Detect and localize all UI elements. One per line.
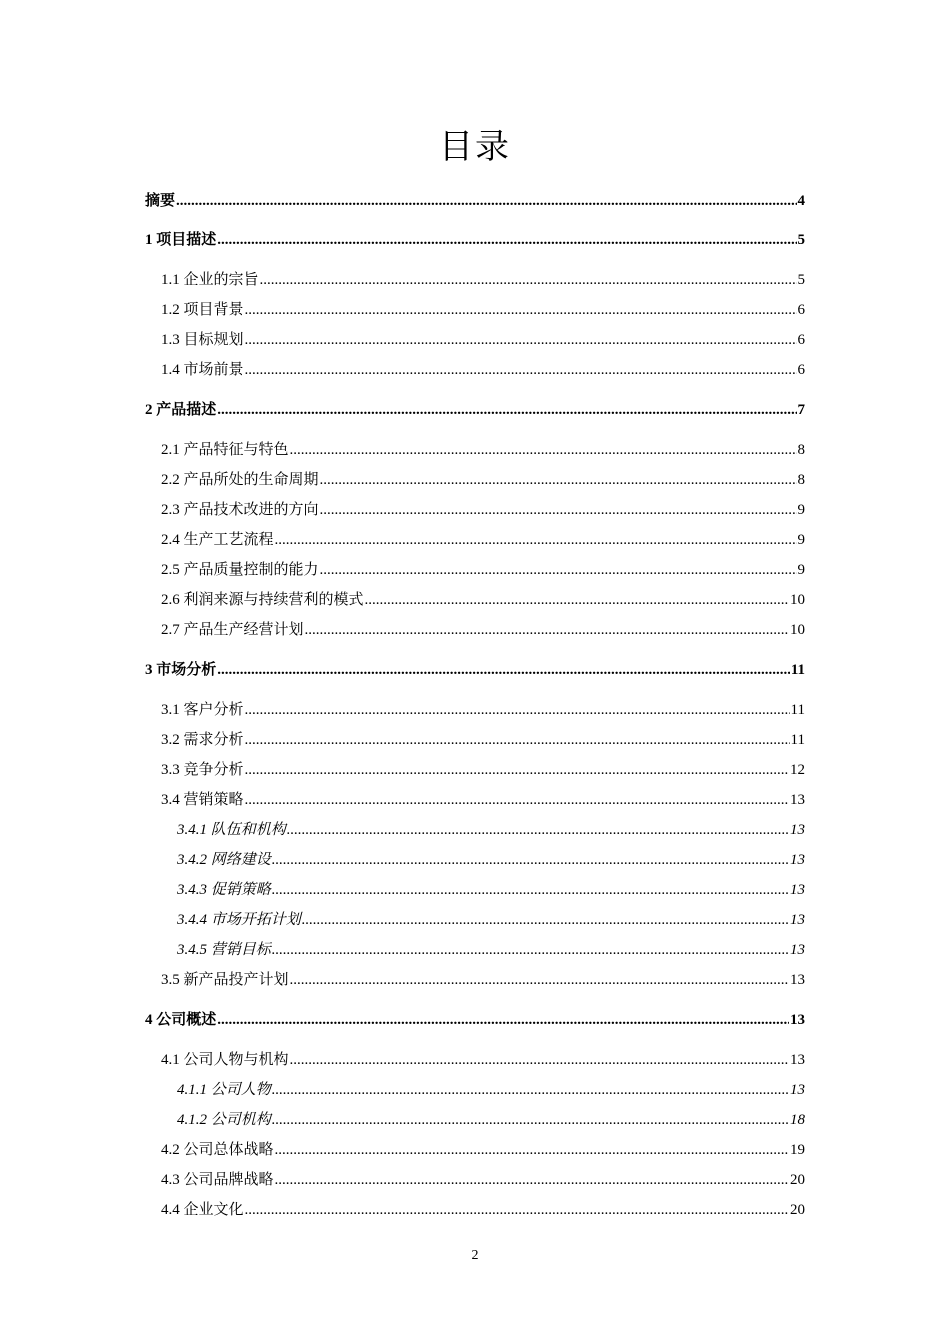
toc-dot-leader — [245, 789, 789, 811]
toc-entry-page: 13 — [790, 912, 805, 928]
toc-entry-label: 4.1.1 公司人物 — [177, 1082, 271, 1098]
toc-entry[interactable] — [161, 439, 805, 461]
toc-entry-page: 9 — [797, 502, 805, 518]
page-number: 2 — [471, 1248, 479, 1263]
toc-dot-leader — [302, 909, 789, 931]
toc-dot-leader — [245, 329, 797, 351]
toc-entry-label: 4.1 公司人物与机构 — [161, 1052, 289, 1068]
toc-entry[interactable] — [145, 1009, 805, 1031]
toc-dot-leader — [287, 819, 789, 841]
toc-entry-page: 13 — [790, 1052, 805, 1068]
toc-entry-label: 3.4.1 队伍和机构 — [177, 822, 286, 838]
toc-dot-leader — [305, 619, 789, 641]
toc-entry-page: 13 — [790, 852, 805, 868]
toc-dot-leader — [245, 359, 797, 381]
toc-dot-leader — [290, 439, 797, 461]
toc-dot-leader — [365, 589, 789, 611]
toc-dot-leader — [217, 1009, 789, 1031]
toc-entry-page: 6 — [797, 362, 805, 378]
toc-entry[interactable] — [161, 269, 805, 291]
toc-entry[interactable] — [161, 1049, 805, 1071]
toc-entry[interactable] — [161, 1169, 805, 1191]
toc-entry-label: 2.4 生产工艺流程 — [161, 532, 274, 548]
toc-entry-label: 2.3 产品技术改进的方向 — [161, 502, 319, 518]
toc-entry-page: 9 — [797, 532, 805, 548]
toc-entry-page: 13 — [790, 882, 805, 898]
toc-entry-page: 20 — [790, 1172, 805, 1188]
toc-entry[interactable] — [145, 399, 805, 421]
toc-entry[interactable] — [177, 1109, 805, 1131]
toc-dot-leader — [290, 969, 789, 991]
toc-dot-leader — [275, 1169, 789, 1191]
toc-entry-page: 10 — [790, 592, 805, 608]
toc-entry-page: 13 — [790, 942, 805, 958]
toc-entry[interactable] — [145, 229, 805, 251]
toc-entry-page: 18 — [790, 1112, 805, 1128]
toc-entry[interactable] — [161, 789, 805, 811]
toc-entry[interactable] — [161, 1139, 805, 1161]
toc-entry[interactable] — [177, 1079, 805, 1101]
toc-entry[interactable] — [177, 849, 805, 871]
toc-entry-page: 12 — [790, 762, 805, 778]
toc-entry-label: 3.3 竞争分析 — [161, 762, 244, 778]
toc-entry-label: 1.1 企业的宗旨 — [161, 272, 259, 288]
toc-dot-leader — [272, 879, 789, 901]
toc-entry[interactable] — [161, 529, 805, 551]
toc-dot-leader — [245, 759, 789, 781]
toc-dot-leader — [217, 229, 796, 251]
toc-entry[interactable] — [161, 699, 805, 721]
toc-entry-label: 3.4.2 网络建设 — [177, 852, 271, 868]
toc-entry[interactable] — [177, 909, 805, 931]
toc-dot-leader — [245, 699, 790, 721]
toc-entry-label: 摘要 — [145, 193, 176, 209]
toc-entry[interactable] — [161, 619, 805, 641]
toc-entry-label: 2 产品描述 — [145, 402, 217, 418]
toc-entry-label: 1 项目描述 — [145, 232, 217, 248]
toc-entry[interactable] — [161, 559, 805, 581]
toc-entry[interactable] — [177, 819, 805, 841]
toc-entry-page: 11 — [790, 732, 805, 748]
toc-entry-page: 6 — [797, 332, 805, 348]
toc-entry-label: 4 公司概述 — [145, 1012, 217, 1028]
toc-dot-leader — [272, 849, 789, 871]
toc-dot-leader — [245, 729, 790, 751]
toc-entry-page: 8 — [797, 472, 805, 488]
page-title: 目录 — [439, 127, 511, 167]
toc-entry-label: 2.7 产品生产经营计划 — [161, 622, 304, 638]
toc-entry-page: 13 — [790, 1082, 805, 1098]
toc-entry-page: 13 — [790, 1012, 805, 1028]
toc-entry[interactable] — [161, 589, 805, 611]
toc-dot-leader — [245, 299, 797, 321]
toc-dot-leader — [217, 399, 796, 421]
toc-entry[interactable] — [161, 729, 805, 751]
toc-dot-leader — [176, 190, 796, 212]
toc-entry[interactable] — [161, 299, 805, 321]
toc-entry[interactable] — [161, 499, 805, 521]
toc-entry[interactable] — [161, 1199, 805, 1221]
toc-entry-label: 4.3 公司品牌战略 — [161, 1172, 274, 1188]
toc-entry-label: 2.2 产品所处的生命周期 — [161, 472, 319, 488]
toc-entry-label: 1.2 项目背景 — [161, 302, 244, 318]
toc-entry-page: 4 — [797, 193, 805, 209]
toc-dot-leader — [217, 659, 790, 681]
toc-entry-label: 2.6 利润来源与持续营利的模式 — [161, 592, 364, 608]
toc-entry-label: 3.4.5 营销目标 — [177, 942, 271, 958]
toc-entry-page: 11 — [790, 702, 805, 718]
toc-entry-label: 3.5 新产品投产计划 — [161, 972, 289, 988]
toc-dot-leader — [272, 939, 789, 961]
toc-entry-page: 13 — [790, 792, 805, 808]
toc-entry[interactable] — [145, 659, 805, 681]
toc-entry-page: 5 — [797, 232, 805, 248]
toc-entry-label: 3.2 需求分析 — [161, 732, 244, 748]
toc-entry-label: 4.2 公司总体战略 — [161, 1142, 274, 1158]
toc-dot-leader — [320, 469, 797, 491]
toc-entry-label: 4.4 企业文化 — [161, 1202, 244, 1218]
toc-entry-label: 2.1 产品特征与特色 — [161, 442, 289, 458]
toc-dot-leader — [272, 1109, 789, 1131]
toc-dot-leader — [275, 1139, 789, 1161]
toc-entry-page: 9 — [797, 562, 805, 578]
toc-entry-page: 13 — [790, 822, 805, 838]
toc-entry-page: 13 — [790, 972, 805, 988]
toc-entry[interactable] — [145, 190, 805, 212]
toc-entry[interactable] — [161, 469, 805, 491]
toc-dot-leader — [320, 499, 797, 521]
toc-entry-page: 6 — [797, 302, 805, 318]
toc-dot-leader — [272, 1079, 789, 1101]
toc-dot-leader — [275, 529, 797, 551]
toc-entry[interactable] — [177, 939, 805, 961]
toc-entry-label: 1.3 目标规划 — [161, 332, 244, 348]
toc-entry[interactable] — [161, 329, 805, 351]
toc-entry[interactable] — [161, 969, 805, 991]
toc-entry[interactable] — [161, 759, 805, 781]
toc-dot-leader — [245, 1199, 789, 1221]
toc-dot-leader — [260, 269, 797, 291]
toc-entry-label: 1.4 市场前景 — [161, 362, 244, 378]
toc-entry-label: 3.1 客户分析 — [161, 702, 244, 718]
toc-entry-label: 4.1.2 公司机构 — [177, 1112, 271, 1128]
toc-entry-page: 8 — [797, 442, 805, 458]
toc-entry-label: 3.4.4 市场开拓计划 — [177, 912, 301, 928]
toc-entry-label: 3 市场分析 — [145, 662, 217, 678]
toc-entry-label: 3.4 营销策略 — [161, 792, 244, 808]
toc-entry-page: 19 — [790, 1142, 805, 1158]
toc-entry-page: 7 — [797, 402, 805, 418]
toc-entry[interactable] — [161, 359, 805, 381]
toc-entry-page: 5 — [797, 272, 805, 288]
toc-entry-page: 20 — [790, 1202, 805, 1218]
toc-dot-leader — [320, 559, 797, 581]
toc-entry-page: 10 — [790, 622, 805, 638]
toc-entry-label: 2.5 产品质量控制的能力 — [161, 562, 319, 578]
toc-entry[interactable] — [177, 879, 805, 901]
toc-dot-leader — [290, 1049, 789, 1071]
toc-entry-label: 3.4.3 促销策略 — [177, 882, 271, 898]
toc-entry-page: 11 — [790, 662, 805, 678]
